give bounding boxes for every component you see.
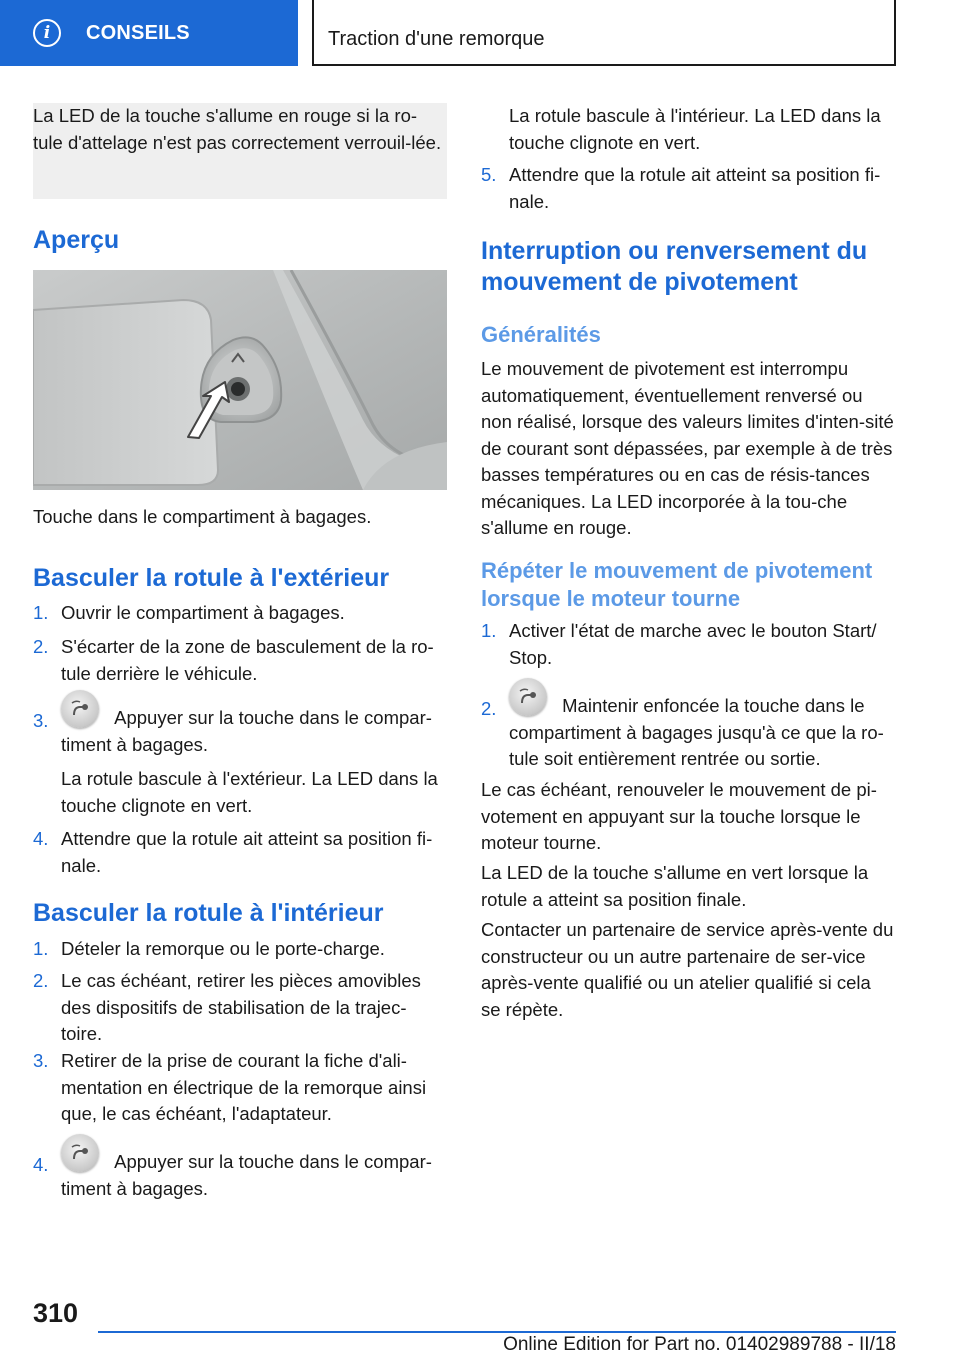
section-label: CONSEILS: [86, 21, 190, 44]
trailer-hitch-button-icon: [509, 678, 547, 716]
list-item-subtext: La rotule bascule à l'extérieur. La LED dans la touche clignote en vert.: [61, 768, 438, 816]
heading-apercu: Aperçu: [33, 226, 120, 254]
footer-divider: [98, 1331, 896, 1333]
list-item-subtext: La rotule bascule à l'intérieur. La LED dans la touche clignote en vert.: [509, 105, 881, 153]
heading-interruption: Interruption ou renversement du mouvement de pivotement: [481, 237, 868, 296]
page-header: [0, 0, 960, 66]
note-text: La LED de la touche s'allume en rouge si la ro-tule d'attelage n'est pas correctement verrouil-lée.: [33, 105, 442, 153]
heading-generalites: Généralités: [481, 322, 601, 347]
trunk-button-photo: [33, 270, 447, 490]
photo-caption: Touche dans le compartiment à bagages.: [33, 506, 372, 527]
paragraph-led-vert: La LED de la touche s'allume en vert lorsque la rotule a atteint sa position finale.: [481, 862, 869, 910]
list-item-text: Maintenir enfoncée la touche dans le compartiment à bagages jusqu'à ce que la ro-tule soit entièrement rentrée ou sortie.: [509, 695, 884, 769]
info-icon: i: [33, 19, 61, 47]
trailer-hitch-button-icon: [61, 1134, 99, 1172]
section-tab: [0, 0, 298, 66]
paragraph-contacter: Contacter un partenaire de service après-vente du constructeur ou un autre partenaire de ser-vice après-vente qualifié ou un atelier qualifié si cela se répète.: [481, 919, 894, 1020]
list-item-text: Appuyer sur la touche dans le compar-timent à bagages.: [61, 707, 432, 755]
paragraph-renouveler: Le cas échéant, renouveler le mouvement de pi-votement en appuyant sur la touche lorsque le moteur tourne.: [481, 779, 877, 853]
chapter-title: Traction d'une remorque: [312, 0, 896, 66]
paragraph-generalites: Le mouvement de pivotement est interrompu automatiquement, éventuellement renversé ou non réalisé, lorsque des valeurs limites d'inten-sité de courant sont dépassées, par exemple à de très basses températures ou en cas de résis-tances mécaniques. La LED incorporée à la tou-che s'allume en rouge.: [481, 358, 894, 538]
note-box: [33, 103, 447, 199]
page-number: 310: [33, 1298, 79, 1328]
list-item: 3. Appuyer sur la touche dans le compar-timent à bagages.: [33, 708, 447, 760]
heading-basculer-interieur: Basculer la rotule à l'intérieur: [33, 899, 384, 927]
list-item-text: Appuyer sur la touche dans le compar-timent à bagages.: [61, 1151, 432, 1199]
heading-repeter: Répéter le mouvement de pivotement lorsque le moteur tourne: [481, 558, 873, 611]
trailer-hitch-button-icon: [61, 690, 99, 728]
heading-basculer-exterieur: Basculer la rotule à l'extérieur: [33, 564, 390, 592]
edition-info: Online Edition for Part no. 01402989788 - II/18: [503, 1334, 896, 1355]
list-item: 4. Appuyer sur la touche dans le compar-timent à bagages.: [33, 1152, 447, 1204]
